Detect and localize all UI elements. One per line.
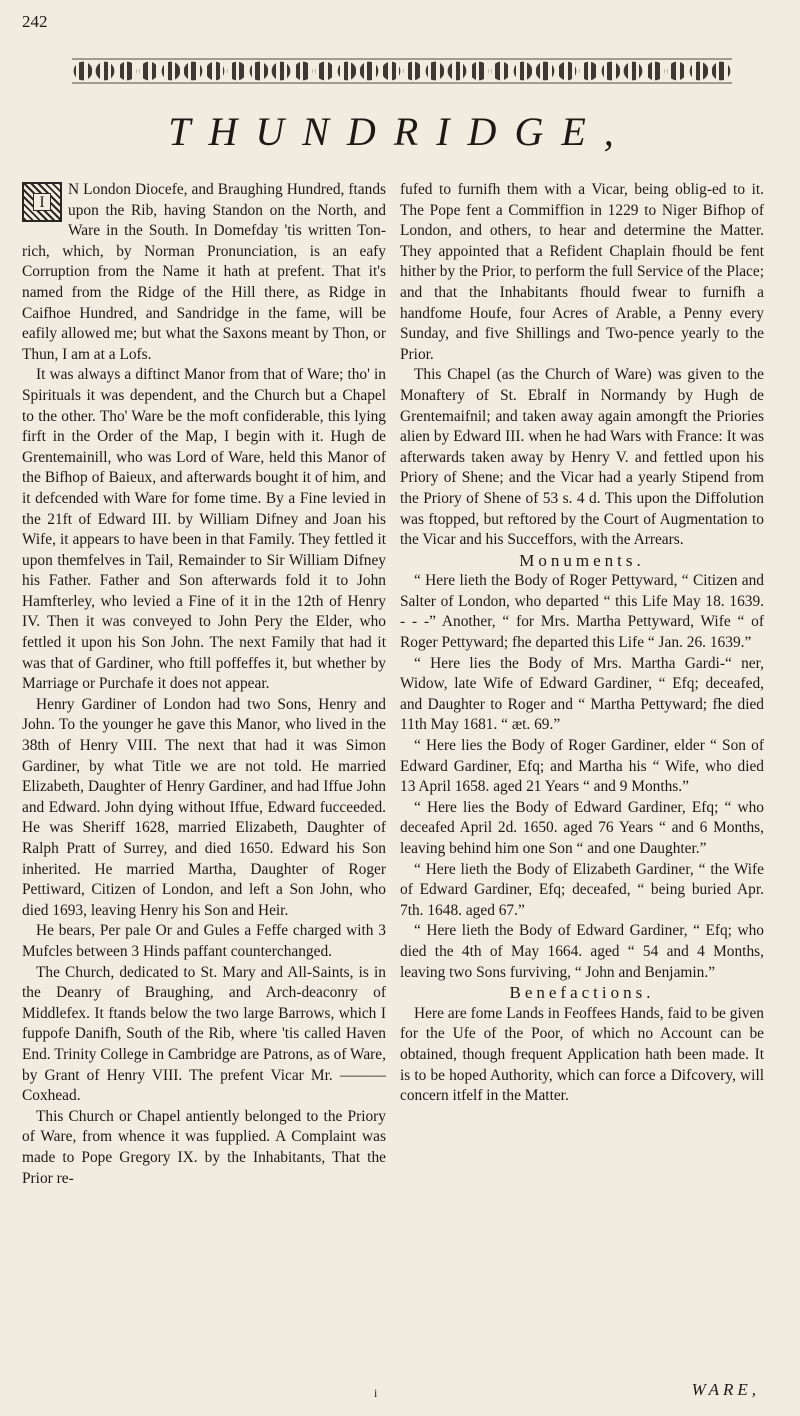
monument-inscription: “ Here lieth the Body of Elizabeth Gardiner, “ the Wife of Edward Gardiner, Efq; deceafed, “ being buried Apr. 7th. 1648. aged 67.”	[400, 860, 764, 919]
paragraph-continuation: fufed to furnifh them with a Vicar, being oblig-ed to it. The Pope fent a Commiffion in 1229 to Niger Bifhop of London, and others, to hear and determine the Matter. They appointed that a Refident Chaplain fhould be fent hither by the Prior, to perform the full Service of the Place; and that the Inhabitants fhould fwear to furnifh a handfome Houfe, four Acres of Arable, a Penny every Sunday, and five Shillings and Two-pence yearly to the Prior.	[400, 181, 764, 363]
decorated-initial-icon	[22, 182, 62, 222]
paragraph-benefactions: Here are fome Lands in Feoffees Hands, faid to be given for the Ufe of the Poor, of which no Account can be obtained, though frequent Application hath been made. It is to be hoped Authority, which can force a Difcovery, will concern itfelf in the Matter.	[400, 1004, 764, 1105]
intro-text: N London Diocefe, and Braughing Hundred, ftands upon the Rib, having Standon on the North, and Ware in the South. In Domefday 'tis written Ton-rich, which, by Norman Pronunciation, is an eafy Corruption from the Name it hath at prefent. That it's named from the Ridge of the Hill there, as Ridge in Caifhoe Hundred, and Sandridge in the fame, will be eafily allowed me; but what the Saxons meant by Thon, or Thun, I am at a Lofs.	[22, 181, 386, 363]
paragraph-priory: This Church or Chapel antiently belonged to the Priory of Ware, from whence it was fupplied. A Complaint was made to Pope Gregory IX. by the Inhabitants, That the Prior re-	[22, 1107, 386, 1187]
initial-letter: I	[33, 193, 51, 211]
paragraph-manor: It was always a diftinct Manor from that of Ware; tho' in Spirituals it was dependent, and the Church but a Chapel to the other. Tho' Ware be the moft confiderable, this lying firft in the Order of the Map, I begin with it. Hugh de Grentemainill, who was Lord of Ware, held this Manor of the Bifhop of Baieux, and afterwards bought it of him, and it defcended with Ware for fome time. By a Fine levied in the 21ft of Edward III. by William Difney and Joan his Wife, it appears to have been in that Family. They fettled it upon themfelves in Tail, Remainder to Sir William Difney his Father. Father and Son afterwards fold it to John Hamfterley, who levied a Fine of it in the 12th of Henry IV. Then it was conveyed to John Pery the Elder, who fettled it upon his Son John. The next Family that had it was that of Gardiner, who ftill poffeffes it, but whether by Marriage or Purchafe it does not appear.	[22, 366, 386, 693]
right-column	[400, 180, 764, 1107]
monument-inscription: “ Here lies the Body of Roger Gardiner, elder “ Son of Edward Gardiner, Efq; and Martha his “ Wife, who died 13 April 1658. aged 21 Years “ and 9 Months.”	[400, 737, 764, 796]
paragraph-gardiner: Henry Gardiner of London had two Sons, Henry and John. To the younger he gave this Manor, who lived in the 38th of Henry VIII. The next that had it was Simon Gardiner, by what Title we are not told. He married Elizabeth, Daughter of Henry Gardiner, and had Iffue John and Edward. John dying without Iffue, Edward fucceeded. He was Sheriff 1628, married Elizabeth, Daughter of Ralph Pratt of Surrey, and died 1650. Edward his Son inherited. He married Martha, Daughter of Roger Pettiward, Citizen of London, and left a Son John, who died 1693, leaving Henry his Son and Heir.	[22, 695, 386, 919]
page-number: 242	[22, 12, 48, 31]
running-title: THUNDRIDGE,	[168, 109, 632, 154]
ornament-band-icon	[72, 60, 732, 82]
paragraph-arms: He bears, Per pale Or and Gules a Feffe charged with 3 Mufcles between 3 Hinds paffant counterchanged.	[22, 922, 386, 960]
benefactions-heading: Benefactions.	[509, 983, 655, 1003]
monument-inscription: “ Here lieth the Body of Edward Gardiner, “ Efq; who died the 4th of May 1664. aged “ 54 and 4 Months, leaving two Sons furviving, “ John and Benjamin.”	[400, 922, 764, 981]
paragraph-chapel: This Chapel (as the Church of Ware) was given to the Monaftery of St. Ebralf in Normandy by Hugh de Grentemaifnil; and taken away again amongft the Priories alien by Edward III. when he had Wars with France: It was afterwards taken away by Henry V. and fettled upon his Priory of Shene; and the Vicar had a yearly Stipend from the Priory of Shene of 53 s. 4 d. This upon the Diffolution was ftopped, but reftored by the Court of Augmentation to the Vicar and his Succeffors, with the Arrears.	[400, 366, 764, 549]
monuments-heading: Monuments.	[519, 550, 645, 570]
left-column	[22, 180, 386, 1189]
monument-inscription: “ Here lies the Body of Edward Gardiner, Efq; “ who deceafed April 2d. 1650. aged 76 Years “ and 6 Months, leaving behind him one Son “ and one Daughter.”	[400, 798, 764, 857]
catchword: WARE,	[691, 1380, 760, 1399]
monument-inscription: “ Here lies the Body of Mrs. Martha Gardi-“ ner, Widow, late Wife of Edward Gardiner, “ Efq; deceafed, and Daughter to Roger and “ Martha Pettyward; fhe died 11th May 1681. “ æt. 69.”	[400, 654, 764, 734]
monument-inscription: “ Here lieth the Body of Roger Pettyward, “ Citizen and Salter of London, who departed “ this Life May 18. 1639. - - -” Another, “ for Mrs. Martha Pettyward, Wife “ of Roger Pettyward; fhe departed this Life “ Jan. 26. 1639.”	[400, 572, 764, 652]
signature-mark: i	[374, 1386, 378, 1400]
paragraph-intro	[22, 180, 386, 365]
paragraph-church: The Church, dedicated to St. Mary and All-Saints, is in the Deanry of Braughing, and Arch-deaconry of Middlefex. It ftands below the two large Barrows, which I fuppofe Danifh, South of the Rib, where 'tis called Haven End. Trinity College in Cambridge are Patrons, as of Ware, by Grant of Henry VIII. The prefent Vicar Mr. ——— Coxhead.	[22, 963, 386, 1105]
